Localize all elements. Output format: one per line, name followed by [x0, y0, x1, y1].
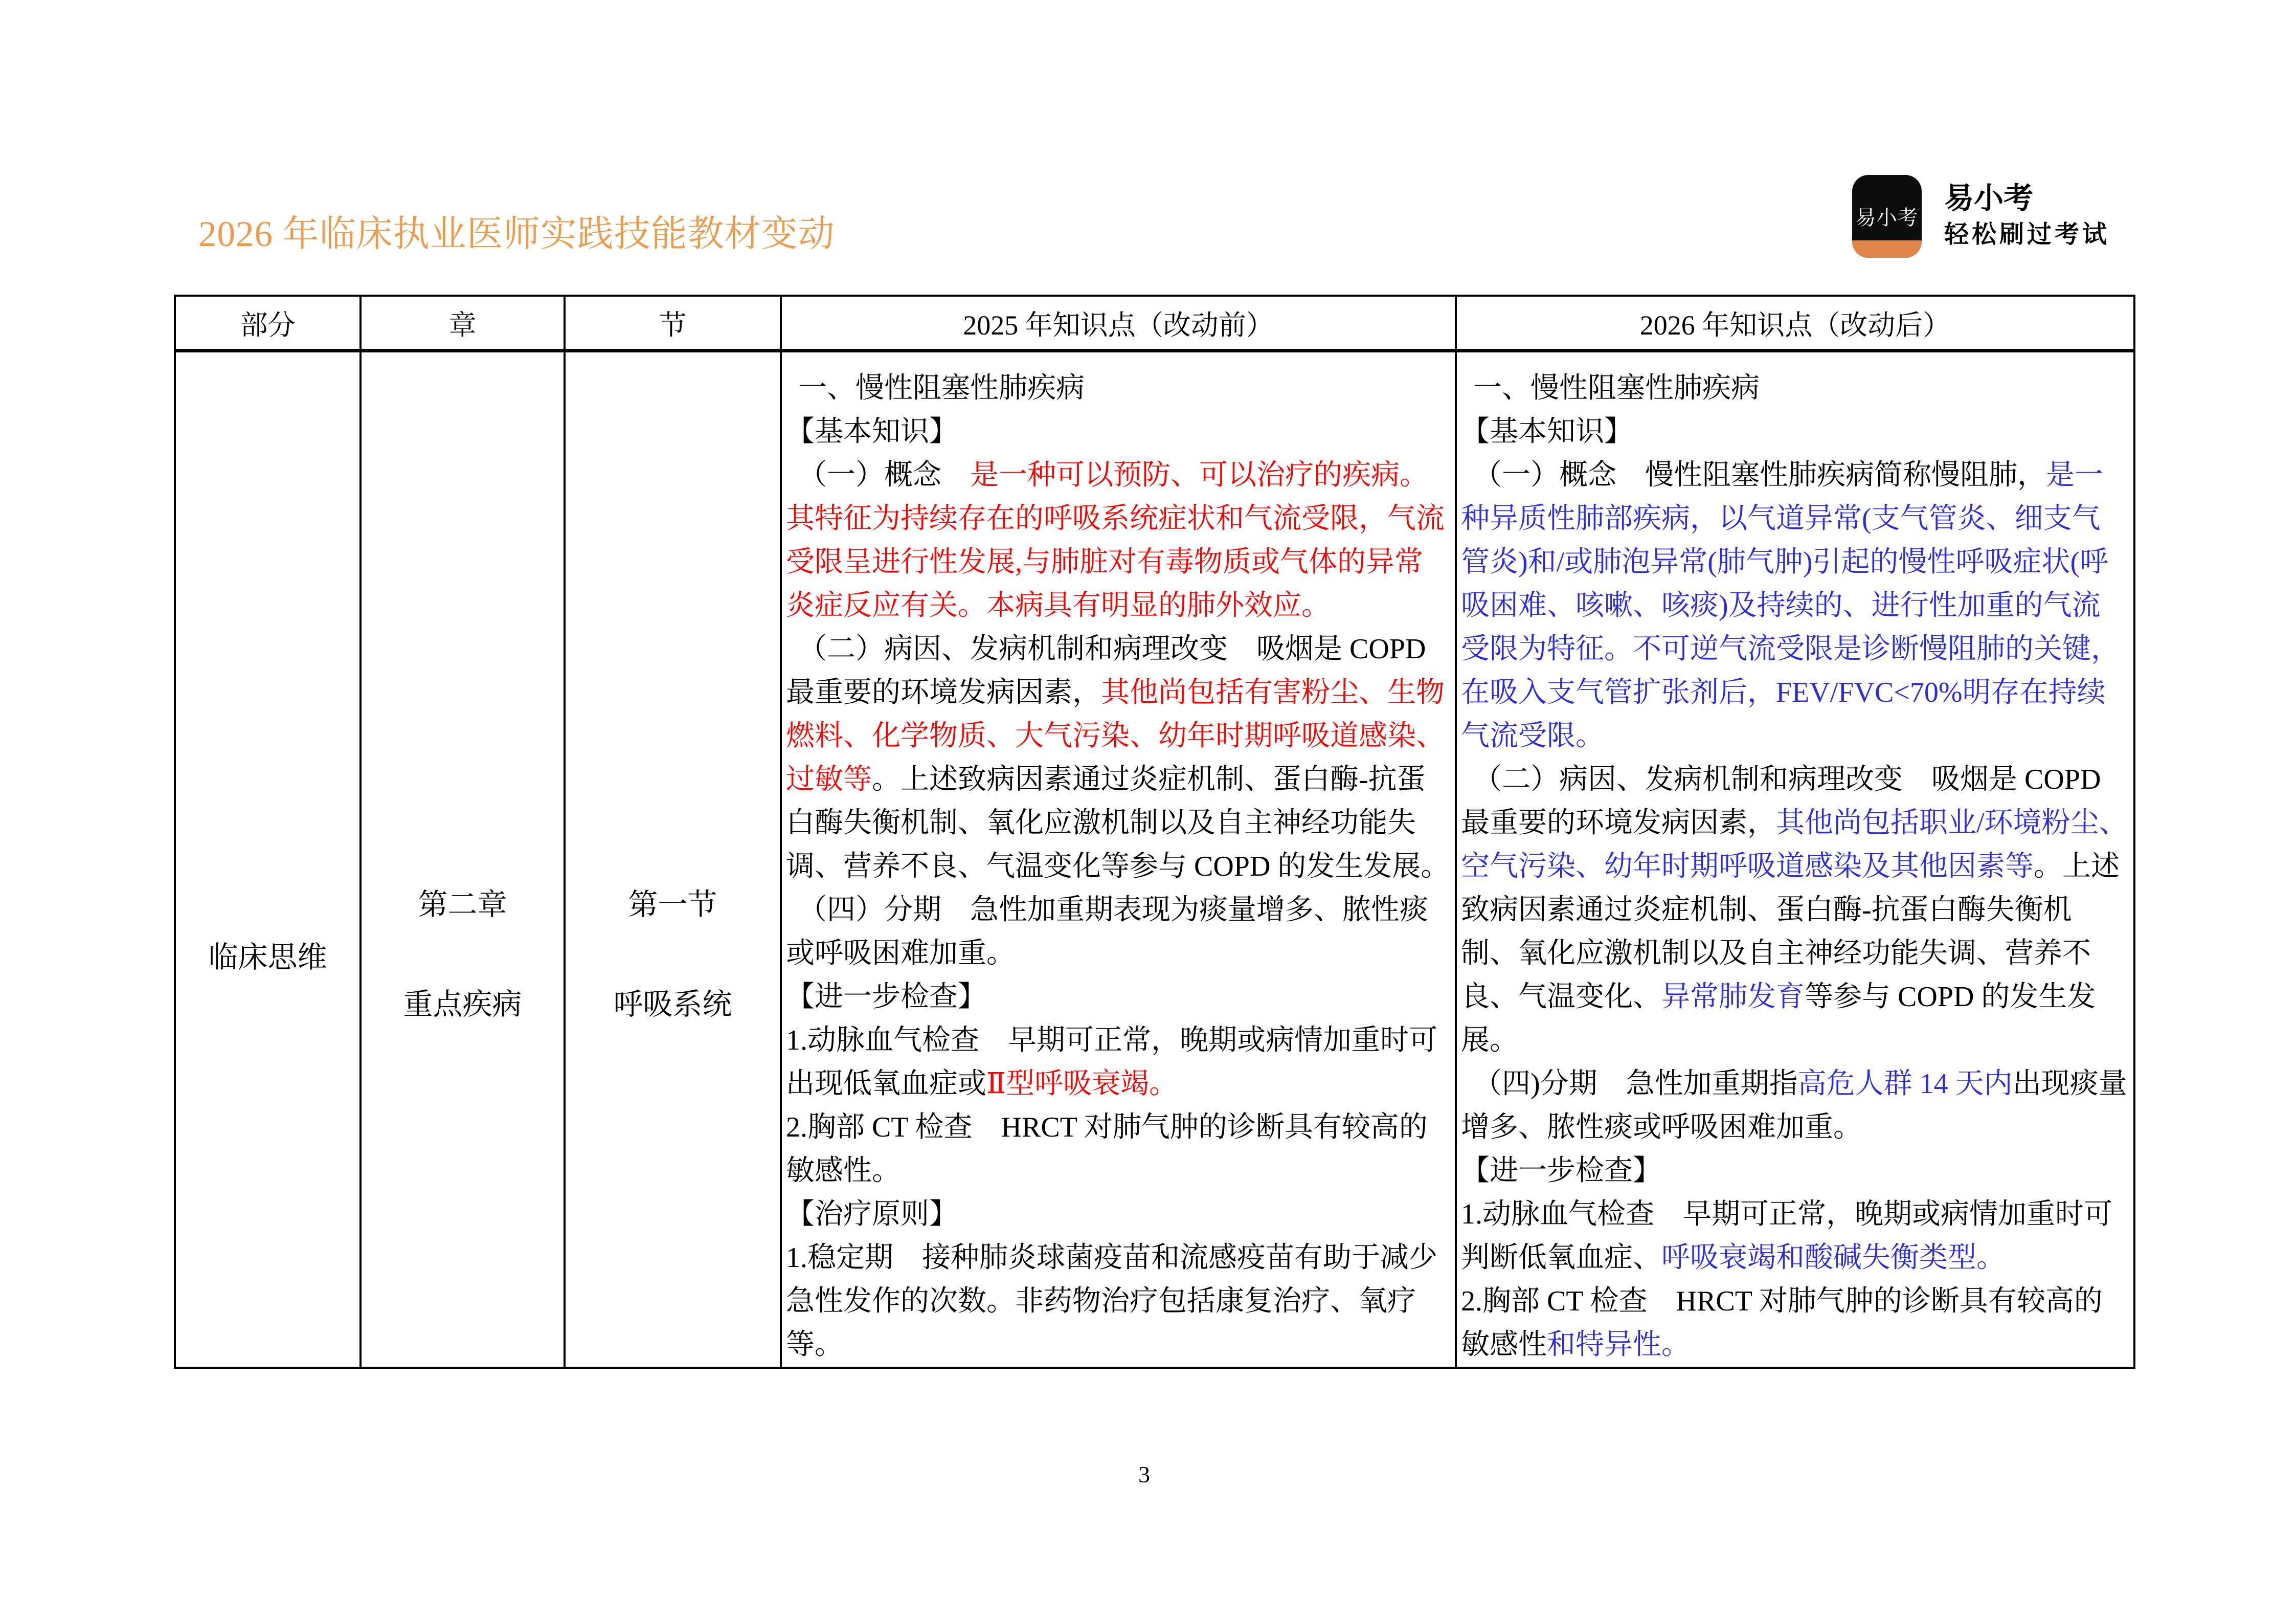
paragraph: 1.稳定期 接种肺炎球菌疫苗和流感疫苗有助于减少急性发作的次数。非药物治疗包括康复治疗、氧疗等。: [786, 1242, 1437, 1361]
paragraph: （二）病因、发病机制和病理改变 吸烟是 COPD 最重要的环境发病因素，其他尚包括有害粉尘、生物燃料、化学物质、大气污染、幼年时期呼吸道感染、过敏等。上述致病因素通过炎症机制、蛋白酶-抗蛋白酶失衡机制、氧化应激机制以及自主神经功能失调、营养不良、气温变化等参与 COPD 的发生发展。: [786, 633, 1450, 882]
column-header-chapter: 章: [361, 296, 565, 351]
paragraph: （一）概念 是一种可以预防、可以治疗的疾病。其特征为持续存在的呼吸系统症状和气流受限，气流受限呈进行性发展,与肺脏对有毒物质或气体的异常炎症反应有关。本病具有明显的肺外效应。: [786, 459, 1445, 621]
brand-slogan: 轻松刷过考试: [1944, 221, 2110, 248]
paragraph: 【治疗原则】: [786, 1198, 958, 1230]
table-row: [175, 351, 2134, 1368]
column-header-part: 部分: [175, 296, 361, 351]
part-label: 临床思维: [208, 940, 327, 974]
brand-text: [1944, 175, 2110, 258]
brand-icon-orange-strip: [1852, 240, 1922, 258]
cell-section: [565, 351, 781, 1368]
column-header-2026-after: 2026 年知识点（改动后）: [1456, 296, 2134, 351]
paragraph: 【基本知识】: [786, 416, 958, 448]
column-header-2025-before: 2025 年知识点（改动前）: [781, 296, 1456, 351]
cell-knowledge-2026-after: [1456, 351, 2134, 1368]
paragraph: 【基本知识】: [1461, 416, 1633, 448]
paragraph: 【进一步检查】: [786, 981, 986, 1013]
table-header-row: [175, 296, 2134, 351]
paragraph: 【进一步检查】: [1461, 1155, 1661, 1187]
page-number: 3: [1138, 1461, 1150, 1487]
paragraph: 1.动脉血气检查 早期可正常，晚期或病情加重时可判断低氧血症、呼吸衰竭和酸碱失衡类型。: [1461, 1198, 2112, 1274]
cell-knowledge-2025-before: [781, 351, 1456, 1368]
brand-icon-label: 易小考: [1855, 207, 1919, 229]
paragraph: 2.胸部 CT 检查 HRCT 对肺气肿的诊断具有较高的敏感性和特异性。: [1461, 1285, 2103, 1361]
brand-app-icon: [1852, 175, 1922, 258]
cell-part: [175, 351, 361, 1368]
textbook-change-table: [174, 295, 2135, 1369]
paragraph: （二）病因、发病机制和病理改变 吸烟是 COPD 最重要的环境发病因素，其他尚包括职业/环境粉尘、空气污染、幼年时期呼吸道感染及其他因素等。上述致病因素通过炎症机制、蛋白酶-抗蛋白酶失衡机制、氧化应激机制以及自主神经功能失调、营养不良、气温变化、异常肺发育等参与 COPD 的发生发展。: [1461, 764, 2128, 1056]
paragraph: 2.胸部 CT 检查 HRCT 对肺气肿的诊断具有较高的敏感性。: [786, 1111, 1428, 1187]
cell-chapter: [361, 351, 565, 1368]
brand-logo: [1852, 175, 2110, 258]
paragraph: （一）概念 慢性阻塞性肺疾病简称慢阻肺，是一种异质性肺部疾病，以气道异常(支气管炎、细支气管炎)和/或肺泡异常(肺气肿)引起的慢性呼吸症状(呼吸困难、咳嗽、咳痰)及持续的、进行性加重的气流受限为特征。不可逆气流受限是诊断慢阻肺的关键，在吸入支气管扩张剂后，FEV/FVC<70%明存在持续气流受限。: [1461, 459, 2120, 752]
knowledge-2025-content: [782, 352, 1455, 1367]
paragraph: （四）分期 急性加重期表现为痰量增多、脓性痰或呼吸困难加重。: [786, 894, 1428, 969]
column-header-section: 节: [565, 296, 781, 351]
brand-name: 易小考: [1944, 182, 2034, 215]
paragraph: 1.动脉血气检查 早期可正常，晚期或病情加重时可出现低氧血症或Ⅱ型呼吸衰竭。: [786, 1025, 1437, 1100]
page-title: 2026 年临床执业医师实践技能教材变动: [198, 214, 835, 254]
section-label: 第一节 呼吸系统: [613, 887, 732, 1021]
paragraph: 一、慢性阻塞性肺疾病: [1473, 372, 1760, 404]
knowledge-2026-content: [1457, 352, 2133, 1367]
chapter-label: 第二章 重点疾病: [403, 887, 522, 1021]
paragraph: （四)分期 急性加重期指高危人群 14 天内出现痰量增多、脓性痰或呼吸困难加重。: [1461, 1068, 2127, 1143]
paragraph: 一、慢性阻塞性肺疾病: [798, 372, 1085, 404]
